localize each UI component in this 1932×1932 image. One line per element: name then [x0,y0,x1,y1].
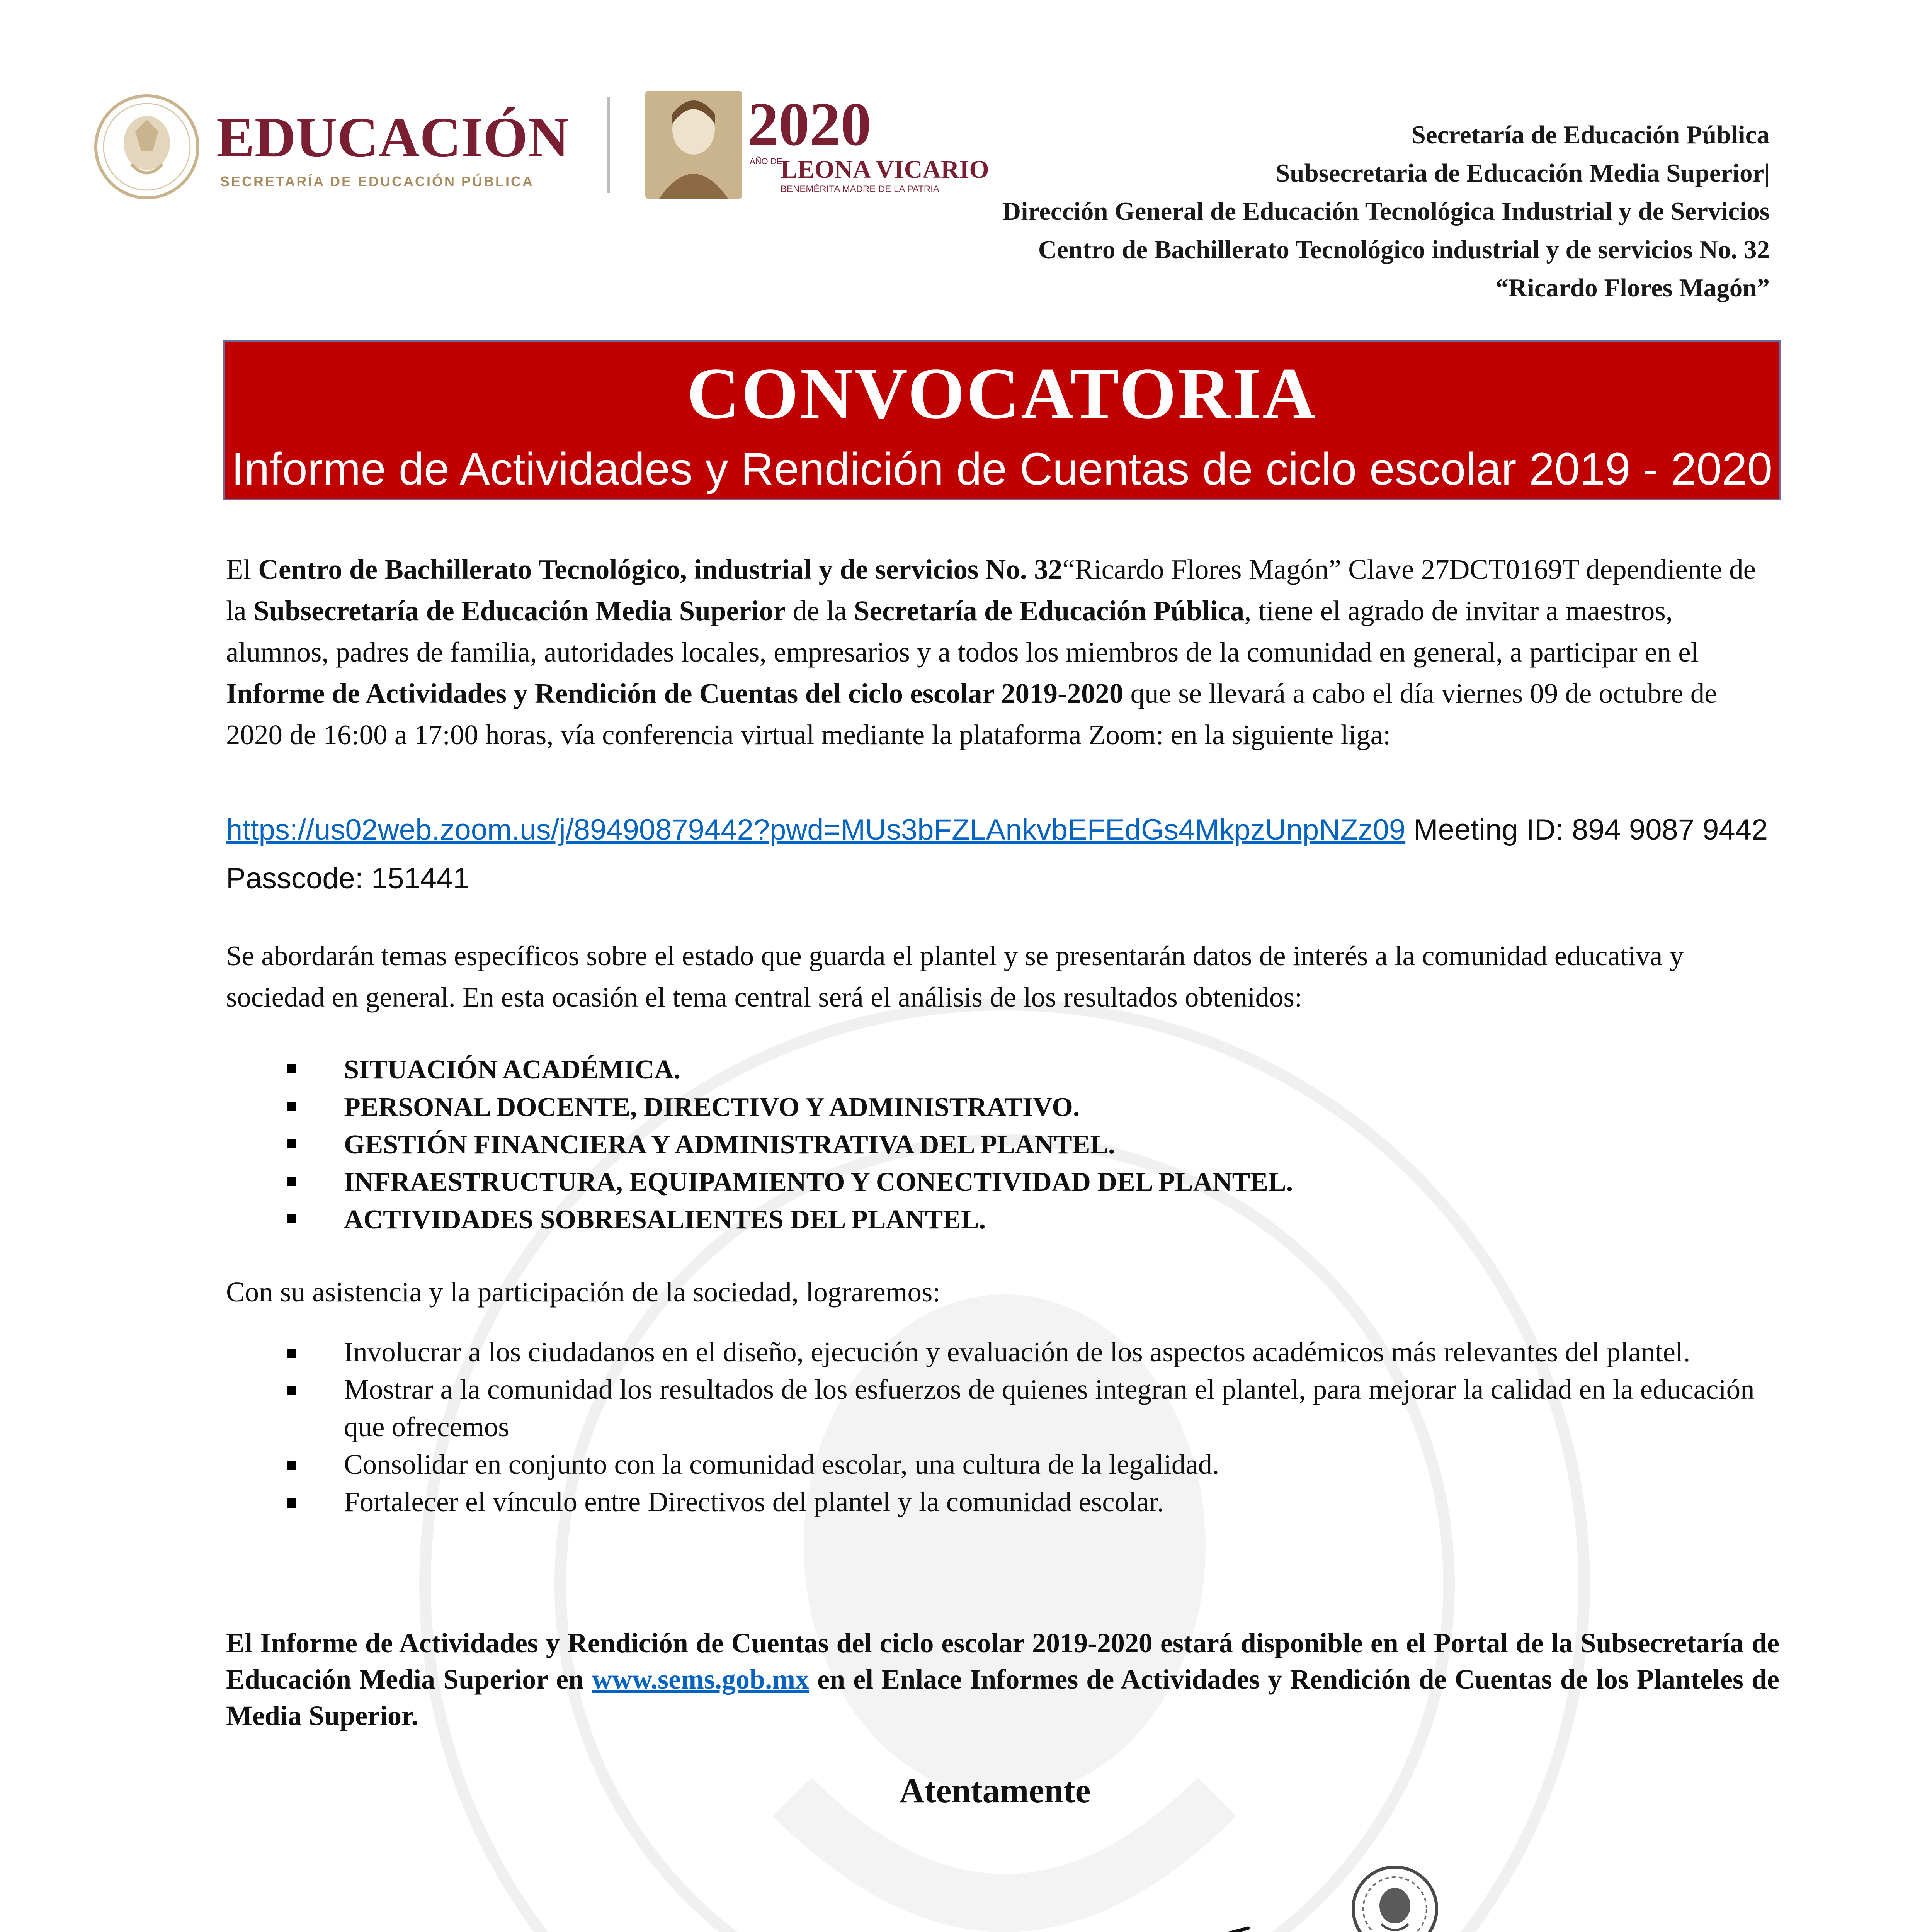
availability-paragraph [226,1625,1779,1734]
header-line-school-name: “Ricardo Flores Magón” [1495,274,1770,302]
year-2020: 2020 [748,90,871,158]
stamp-emblem-icon [1353,1867,1437,1932]
list-item: Involucrar a los ciudadanos en el diseño, ejecución y evaluación de los aspectos académicos más relevantes del plantel. [226,1333,1779,1371]
page-subtitle: Informe de Actividades y Rendición de Cuentas de ciclo escolar 2019 - 2020 [231,444,1773,495]
leona-vicario-name: LEONA VICARIO [781,155,989,184]
leona-vicario-2020-logo [641,87,989,203]
intro-text: , tiene el agrado de invitar a maestros, alumnos, padres de familia, autoridades locales, empresarios y a todos los miembros de la comunidad en general, a participar en el [226,595,1699,668]
list-item: Fortalecer el vínculo entre Directivos del plantel y la comunidad escolar. [226,1483,1779,1520]
header-line-sems: Subsecretaria de Educación Media Superior| [1275,159,1770,187]
meeting-info [226,806,1787,903]
intro-school-name: Centro de Bachillerato Tecnológico, industrial y de servicios No. 32 [258,554,1063,585]
list-item: ACTIVIDADES SOBRESALIENTES DEL PLANTEL. [226,1201,1779,1238]
list-item: INFRAESTRUCTURA, EQUIPAMIENTO Y CONECTIVIDAD DEL PLANTEL. [226,1163,1779,1201]
sems-portal-link[interactable]: www.sems.gob.mx [592,1664,810,1695]
intro-sep: Secretaría de Educación Pública [854,595,1245,626]
educacion-logo [89,85,607,209]
coat-of-arms-icon [96,96,198,198]
educacion-wordmark: EDUCACIÓN [216,106,569,169]
institution-header [1002,116,1770,307]
meeting-id-passcode: Meeting ID: 894 9087 9442 Passcode: 151441 [226,813,1768,895]
intro-text: de la [786,595,854,626]
intro-text: El [226,554,259,585]
intro-event-name: Informe de Actividades y Rendición de Cuentas del ciclo escolar 2019-2020 [226,678,1124,709]
intro-sems: Subsecretaría de Educación Media Superior [253,595,786,626]
list-item: PERSONAL DOCENTE, DIRECTIVO Y ADMINISTRATIVO. [226,1088,1779,1126]
header-line-cbtis: Centro de Bachillerato Tecnológico industrial y de servicios No. 32 [1038,235,1770,264]
availability-text: en el Enlace Informes de Actividades y Rendición de Cuentas de los Planteles de Media Superior. [226,1664,1780,1731]
list-item: SITUACIÓN ACADÉMICA. [226,1051,1779,1088]
official-school-stamp [1229,1862,1538,1932]
sep-wordmark: SECRETARÍA DE EDUCACIÓN PÚBLICA [220,173,534,189]
zoom-meeting-link[interactable]: https://us02web.zoom.us/j/89490879442?pwd=MUs3bFZLAnkvbEFEdGs4MkpzUnpNZz09 [226,813,1406,846]
availability-text: El Informe de Actividades y Rendición de Cuentas del ciclo escolar 2019-2020 estará disponible en el Portal de la Subsecretaría de Educación Media Superior en [226,1628,1779,1695]
leona-vicario-motto: BENEMÉRITA MADRE DE LA PATRIA [781,184,939,194]
title-banner [223,340,1781,500]
handwritten-signature [792,1893,1256,1932]
list-item: Mostrar a la comunidad los resultados de los esfuerzos de quienes integran el plantel, para mejorar la calidad en la educación que ofrecemos [226,1371,1779,1446]
goals-list [226,1333,1779,1520]
intro-text: que se llevará a cabo el día viernes 09 de octubre de 2020 de 16:00 a 17:00 horas, vía conferencia virtual mediante la plataforma Zoom: en la siguiente liga: [226,678,1717,750]
header-line-dgeti: Dirección General de Educación Tecnológica Industrial y de Servicios [1002,197,1770,226]
intro-text: “Ricardo Flores Magón” Clave 27DCT0169T dependiente de la [226,554,1756,626]
year-prefix: AÑO DE [750,156,782,166]
header-line-sep: Secretaría de Educación Pública [1411,121,1770,149]
closing-salutation: Atentamente [899,1772,1091,1810]
header-divider [607,97,610,193]
list-item: Consolidar en conjunto con la comunidad escolar, una cultura de la legalidad. [226,1446,1779,1483]
page-title: CONVOCATORIA [687,353,1317,434]
topics-list [226,1051,1779,1238]
intro-paragraph [226,549,1779,755]
topics-intro: Se abordarán temas específicos sobre el estado que guarda el plantel y se presentarán datos de interés a la comunidad educativa y sociedad en general. En esta ocasión el tema central será el análisis de los resultados obtenidos: [226,940,1684,1013]
list-item: GESTIÓN FINANCIERA Y ADMINISTRATIVA DEL PLANTEL. [226,1126,1779,1163]
leona-vicario-portrait-icon [645,91,742,199]
goals-intro: Con su asistencia y la participación de la sociedad, lograremos: [226,1276,940,1308]
